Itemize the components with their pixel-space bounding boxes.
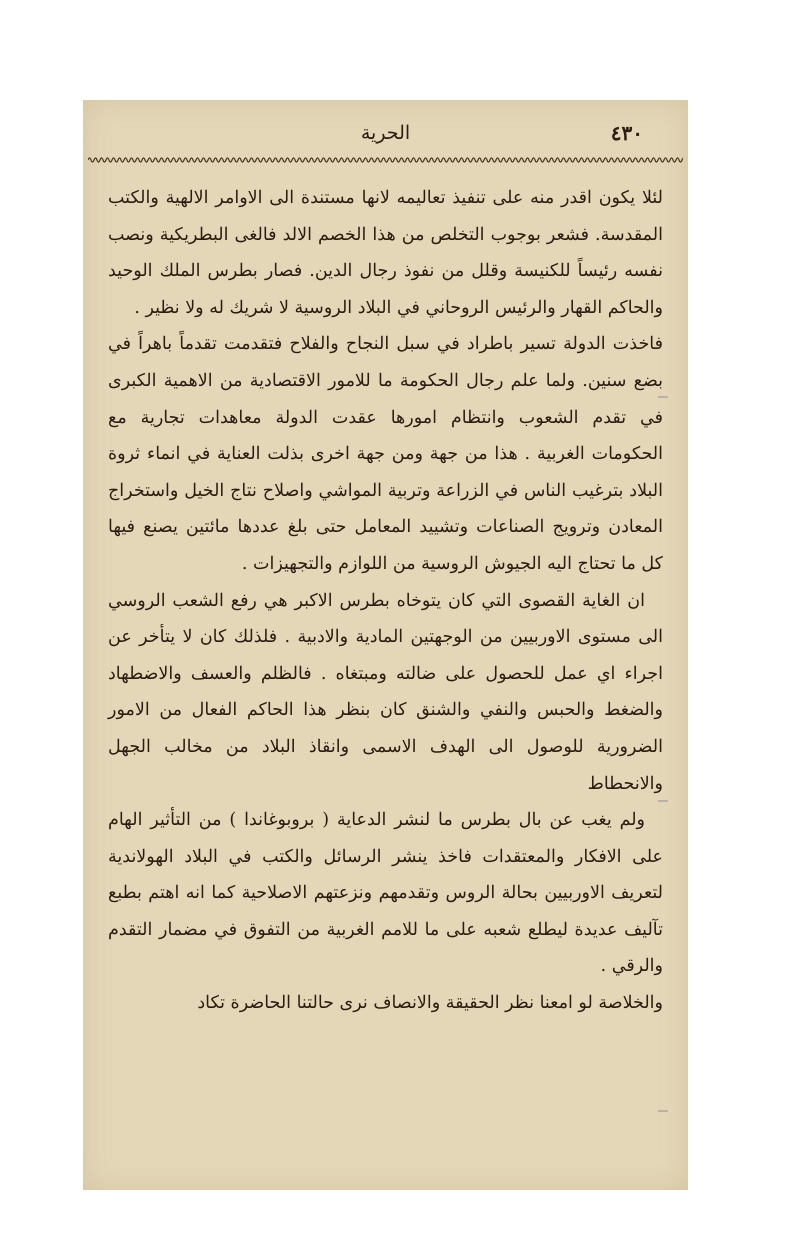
paragraph-3: ان الغاية القصوى التي كان يتوخاه بطرس الاكبر هي رفع الشعب الروسي الى مستوى الاوربيين من الوجهتين المادية والادبية . فلذلك كان لا يتأخر عن اجراء اي عمل للحصول على ضالته ومبتغاه . فالظلم والعسف والاضطهاد والضغط والحبس والنفي والشنق كان بنظر هذا الحاكم الفعال من الامور الضرورية للوصول الى الهدف الاسمى وانقاذ البلاد من مخالب الجهل والانحطاط bbox=[108, 590, 663, 794]
paragraph-2: فاخذت الدولة تسير باطراد في سبل النجاح والفلاح فتقدمت تقدماً باهراً في بضع سنين. ولما علم رجال الحكومة ما للامور الاقتصادية من الاهمية الكبرى في تقدم الشعوب وانتظام امورها عقدت الدولة معاهدات تجارية مع الحكومات الغربية . هذا من جهة ومن جهة اخرى بذلت العناية في انماء ثروة البلاد بترغيب الناس في الزراعة وتربية المواشي واصلاح نتاج الخيل واستخراج المعادن وترويج الصناعات وتشييد المعامل حتى بلغ عددها مائتين يصنع فيها كل ما تحتاج اليه الجيوش الروسية من اللوازم والتجهيزات . bbox=[108, 334, 663, 574]
page-number: ٤٣٠ bbox=[610, 121, 643, 145]
running-title: الحرية bbox=[360, 122, 411, 144]
article-body bbox=[108, 180, 663, 1022]
scanned-page bbox=[83, 100, 688, 1190]
wavy-header-rule bbox=[88, 156, 683, 164]
margin-mark bbox=[658, 800, 668, 802]
paragraph-5: والخلاصة لو امعنا نظر الحقيقة والانصاف نرى حالتنا الحاضرة تكاد bbox=[197, 993, 663, 1014]
margin-mark bbox=[658, 1110, 668, 1112]
paragraph-4: ولم يغب عن بال بطرس ما لنشر الدعاية ( بروبوغاندا ) من التأثير الهام على الافكار والمعتقدات فاخذ ينشر الرسائل والكتب في البلاد الهولاندية لتعريف الاوربيين بحالة الروس وتقدمهم ونزعتهم الاصلاحية كما انه اهتم بطبع تآليف عديدة ليطلع شعبه على ما للامم الغربية من التفوق في مضمار التقدم والرقي . bbox=[108, 810, 663, 977]
page-header bbox=[128, 118, 643, 148]
margin-mark bbox=[658, 396, 668, 398]
paragraph-1: لئلا يكون اقدر منه على تنفيذ تعاليمه لانها مستندة الى الاوامر الالهية والكتب المقدسة. فشعر بوجوب التخلص من هذا الخصم الالد فالغى البطريكية ونصب نفسه رئيساً للكنيسة وقلل من نفوذ رجال الدين. فصار بطرس الملك الوحيد والحاكم القهار والرئيس الروحاني في البلاد الروسية لا شريك له ولا نظير . bbox=[108, 188, 663, 318]
